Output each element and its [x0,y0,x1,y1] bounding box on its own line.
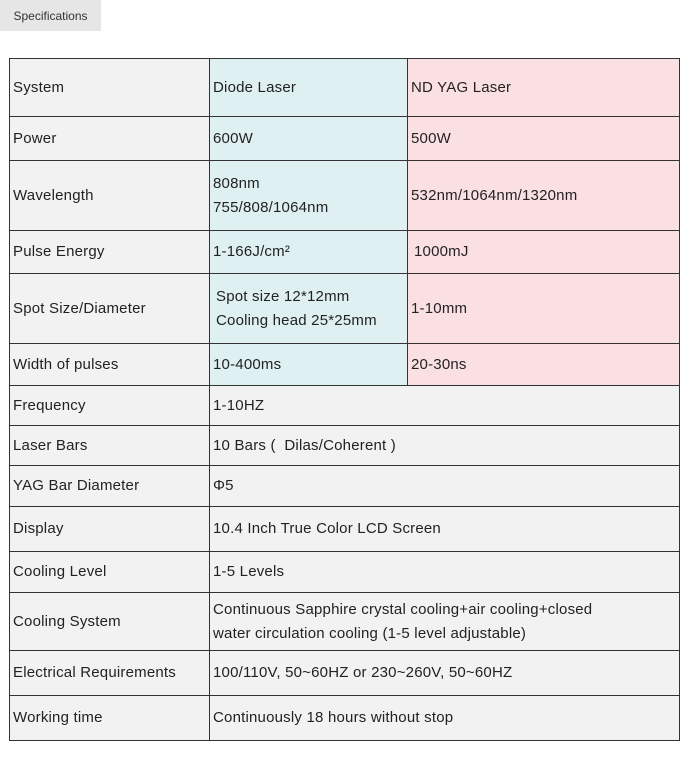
value-cell: Continuously 18 hours without stop [210,696,680,741]
row-label: Width of pulses [10,344,210,386]
table-row [10,651,680,696]
diode-cell [210,274,408,344]
yag-cell: 20-30ns [408,344,680,386]
tab-specifications[interactable]: Specifications [0,0,101,31]
diode-cell: 1-166J/cm² [210,231,408,274]
value-cell: 10 Bars ( Dilas/Coherent ) [210,426,680,466]
value-cell: 1-10HZ [210,386,680,426]
cell-line: 755/808/1064nm [213,198,329,216]
row-label: System [10,59,210,117]
cell-line: Spot size 12*12mm [216,287,350,305]
table-row [10,426,680,466]
row-label: Power [10,117,210,161]
row-label: Display [10,507,210,552]
row-label: YAG Bar Diameter [10,466,210,507]
table-row [10,507,680,552]
yag-cell: 500W [408,117,680,161]
cell-line: Cooling head 25*25mm [216,311,377,329]
row-label: Cooling System [10,593,210,651]
row-label: Electrical Requirements [10,651,210,696]
table-row [10,344,680,386]
table-row [10,386,680,426]
cell-line: water circulation cooling (1-5 level adjustable) [213,624,527,642]
yag-cell: 532nm/1064nm/1320nm [408,161,680,231]
row-label: Cooling Level [10,552,210,593]
table-row [10,593,680,651]
row-label: Laser Bars [10,426,210,466]
table-row [10,696,680,741]
yag-cell: ND YAG Laser [408,59,680,117]
value-cell: 100/110V, 50~60HZ or 230~260V, 50~60HZ [210,651,680,696]
table-row [10,466,680,507]
diode-cell: 10-400ms [210,344,408,386]
row-label: Frequency [10,386,210,426]
value-cell: Φ5 [210,466,680,507]
value-cell: 1-5 Levels [210,552,680,593]
table-row [10,231,680,274]
row-label: Spot Size/Diameter [10,274,210,344]
cell-line: 808nm [213,174,260,192]
diode-cell: 600W [210,117,408,161]
table-row [10,59,680,117]
yag-cell: 1000mJ [408,231,680,274]
table-row [10,274,680,344]
row-label: Wavelength [10,161,210,231]
specifications-table [9,58,680,741]
table-row [10,161,680,231]
diode-cell: Diode Laser [210,59,408,117]
cell-line: Continuous Sapphire crystal cooling+air cooling+closed [213,600,593,618]
value-cell: 10.4 Inch True Color LCD Screen [210,507,680,552]
table-row [10,117,680,161]
table-row [10,552,680,593]
diode-cell [210,161,408,231]
row-label: Pulse Energy [10,231,210,274]
value-cell [210,593,680,651]
yag-cell: 1-10mm [408,274,680,344]
row-label: Working time [10,696,210,741]
